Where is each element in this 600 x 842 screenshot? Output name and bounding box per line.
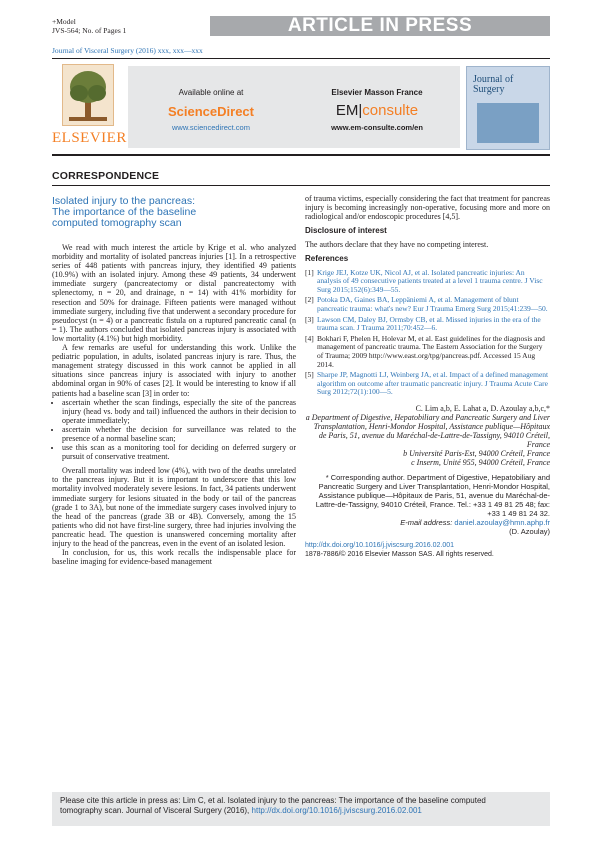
citation-doi-link[interactable]: http://dx.doi.org/10.1016/j.jviscsurg.2016.02.001	[251, 806, 422, 815]
reference-link[interactable]: Krige JEJ, Kotze UK, Nicol AJ, et al. Isolated pancreatic injuries: An analysis of 49 consecutive patients treated at a level 1 trauma centre. J Visc Surg 2015;152(6):349—55.	[317, 267, 543, 294]
disclosure-text: The authors declare that they have no competing interest.	[305, 240, 489, 250]
reference-item	[305, 316, 550, 333]
emconsulte-link[interactable]: www.em-consulte.com/en	[331, 123, 423, 132]
top-rule	[52, 58, 550, 59]
title-line-3: computed tomography scan	[52, 217, 182, 229]
left-column	[52, 243, 296, 566]
title-line-1: Isolated injury to the pancreas:	[52, 195, 196, 207]
email-name: (D. Azoulay)	[509, 526, 550, 536]
right-column	[305, 194, 550, 559]
disclosure-heading: Disclosure of interest	[305, 226, 387, 236]
reference-number: [5]	[305, 370, 314, 380]
cover-title-line2: Surgery	[473, 84, 505, 95]
banner-rule	[52, 154, 550, 156]
emconsulte-word: consulte	[362, 102, 419, 119]
reference-item	[305, 335, 550, 369]
author-list: C. Lim a,b, E. Lahat a, D. Azoulay a,b,c,*	[415, 403, 550, 413]
reference-item	[305, 371, 550, 397]
reference-link[interactable]: Sharpe JP, Magnotti LJ, Weinberg JA, et al. Impact of a defined management algorithm on outcome after traumatic pancreatic injury. J Trauma Acute Care Surg 2012;72(1):100—5.	[317, 370, 549, 397]
reference-link[interactable]: Potoka DA, Gaines BA, Leppäniemi A, et al. Management of blunt pancreatic trauma: what's new? Eur J Trauma Emerg Surg 2015;41:239—50.	[317, 295, 548, 313]
email-label: E-mail address:	[400, 517, 453, 527]
reference-number: [2]	[305, 295, 314, 305]
citation-line-2	[60, 806, 544, 816]
copyright-line: 1878-7886/© 2016 Elsevier Masson SAS. All rights reserved.	[305, 550, 494, 558]
bullet-item: • ascertain whether the decision for surveillance was related to the presence of a normal baseline scan;	[62, 425, 296, 443]
bullet-list	[52, 398, 296, 462]
title-line-2: The importance of the baseline	[52, 206, 197, 218]
model-label: +Model	[52, 17, 76, 26]
affiliation-a: a Department of Digestive, Hepatobiliary and Pancreatic Surgery and Liver Transplantation, Henri-Mondor Hospital, Assistance publique—Hôpitaux de Paris, 51, avenue du Maréchal-de-Lattre-de-Tassigny, 94010 Créteil, France	[305, 412, 550, 450]
paragraph-1: We read with much interest the article by Krige et al. who analyzed morbidity and mortality of isolated pancreas injuries [1]. In a retrospective series of 448 patients with pancreas injury, they identified 49 patients (10.9%) with an isolated injury. Among these 49 patients, 34 underwent immediate surgery (pancreatectomy or distal pancreatectomy with splenectomy, n = 20, and drainage, n = 14) with 41% morbidity for resection and 50% for drainage. Fifteen patients were managed without immediate surgery, including five that underwent a secondary procedure for pseudocyst (n = 4) or a pancreatic fistula on a ruptured pancreatic canal (n = 1). The authors concluded that isolated pancreas injury is associated with low mortality (4.1%) but high morbidity.	[52, 243, 296, 343]
citation-line-1: Please cite this article in press as: Lim C, et al. Isolated injury to the pancreas: The importance of the baseline computed	[60, 796, 486, 805]
corresponding-author: * Corresponding author. Department of Digestive, Hepatobiliary and Pancreatic Surgery and Liver Transplantation, Henri-Mondor Hospital, Assistance publique—Hôpitaux de Paris, 51, avenue du Maréchal-de-Lattre-de-Tassigny, 94010 Créteil, France. Tel.: +33 1 49 81 25 48; fax: +33 1 49 81 24 32.	[315, 472, 550, 518]
publisher-name: Elsevier Masson France	[331, 88, 423, 97]
model-tag	[52, 17, 126, 35]
cover-title-line1: Journal of	[473, 74, 514, 85]
email-link[interactable]: daniel.azoulay@hmn.aphp.fr	[454, 517, 550, 527]
article-title	[52, 196, 292, 229]
affiliation-c: c Inserm, Unité 955, 94000 Créteil, France	[411, 458, 550, 468]
bullet-item: • use this scan as a monitoring tool for deciding on deferred surgery or pursuit of conservative treatment.	[62, 443, 296, 461]
cover-image	[477, 103, 539, 143]
emconsulte-em: EM	[335, 102, 359, 119]
email-line	[305, 518, 550, 527]
paragraph-4: In conclusion, for us, this work recalls the indispensable place for baseline imaging for evidence-based management	[52, 548, 296, 567]
reference-link[interactable]: Lawson CM, Daley BJ, Ormsby CB, et al. Missed injuries in the era of the trauma scan. J Trauma 2011;70:452—6.	[317, 314, 541, 333]
author-block	[305, 404, 550, 536]
citation-line-2-text: tomography scan. Journal of Visceral Surgery (2016),	[60, 806, 250, 815]
elsevier-logo	[52, 64, 127, 150]
available-online-label: Available online at	[178, 88, 244, 97]
sciencedirect-link[interactable]: www.sciencedirect.com	[172, 123, 250, 132]
reference-number: [4]	[305, 333, 314, 343]
citation-text	[60, 796, 544, 816]
jvs-page-line: JVS-564; No. of Pages 1	[52, 26, 127, 35]
doi-link[interactable]: http://dx.doi.org/10.1016/j.jviscsurg.2016.02.001	[305, 541, 455, 549]
emconsulte-logo: EM|consulte	[335, 102, 419, 119]
reference-item	[305, 269, 550, 295]
affiliation-b: b Université Paris-Est, 94000 Créteil, France	[403, 449, 550, 459]
bullet-item: • ascertain whether the scan findings, especially the site of the pancreas injury (head vs. body and tail) influenced the authors in their decision to operate immediately;	[62, 398, 296, 425]
reference-item	[305, 296, 550, 313]
journal-citation-line[interactable]: Journal of Visceral Surgery (2016) xxx, xxx—xxx	[52, 46, 203, 55]
article-in-press-banner: ARTICLE IN PRESS	[210, 16, 550, 36]
section-label: CORRESPONDENCE	[52, 170, 160, 182]
cover-title	[473, 75, 513, 95]
reference-number: [3]	[305, 314, 314, 324]
elsevier-wordmark: ELSEVIER	[52, 130, 127, 146]
reference-text: Bokhari F, Phelen H, Holevar M, et al. East guidelines for the diagnosis and management of pancreatic trauma. The Eastern Association for the Surgery of Trauma; 2009 http://www.east.org/tpg/pancreas.pdf. Accessed 15 Aug 2014.	[317, 333, 545, 369]
paragraph-5: of trauma victims, especially considering the fact that treatment for pancreas injury is becoming increasingly non-operative, focusing more and more on radiological and/or endoscopic procedures [4,5].	[305, 194, 551, 222]
reference-number: [1]	[305, 267, 314, 277]
elsevier-tree-icon	[62, 64, 114, 126]
section-rule	[52, 185, 550, 186]
journal-cover-thumbnail	[466, 66, 550, 150]
sciencedirect-logo: ScienceDirect	[168, 104, 254, 119]
references-heading: References	[305, 254, 349, 264]
paragraph-3: Overall mortality was indeed low (4%), with two of the deaths unrelated to the pancreas injury. But it is important to underscore that this low mortality involved moderately severe lesions. In fact, 34 patients underwent immediate surgery for lesions situated in the body or tail of the pancreas (grade 1 to 3A), but none of the immediate surgery cases involved injury to the head of the pancreas (grade 3B or 4B). Conversely, among the 15 patients who did not have first-line surgery, three had injuries involving the pancreatic head. The question is unanswered concerning mortality after injury to the head of the pancreas, even in the event of an isolated lesion.	[52, 466, 296, 548]
paragraph-2: A few remarks are useful for understanding this work. Unlike the pediatric population, in adults, isolated pancreas injury is rare. Thus, the management strategy discussed in this work cannot be applied in all situations since pancreas injury is associated with injury to another abdominal organ in 90% of cases [2]. It would be interesting to know if all patients had a baseline scan [3] in order to:	[52, 343, 296, 398]
